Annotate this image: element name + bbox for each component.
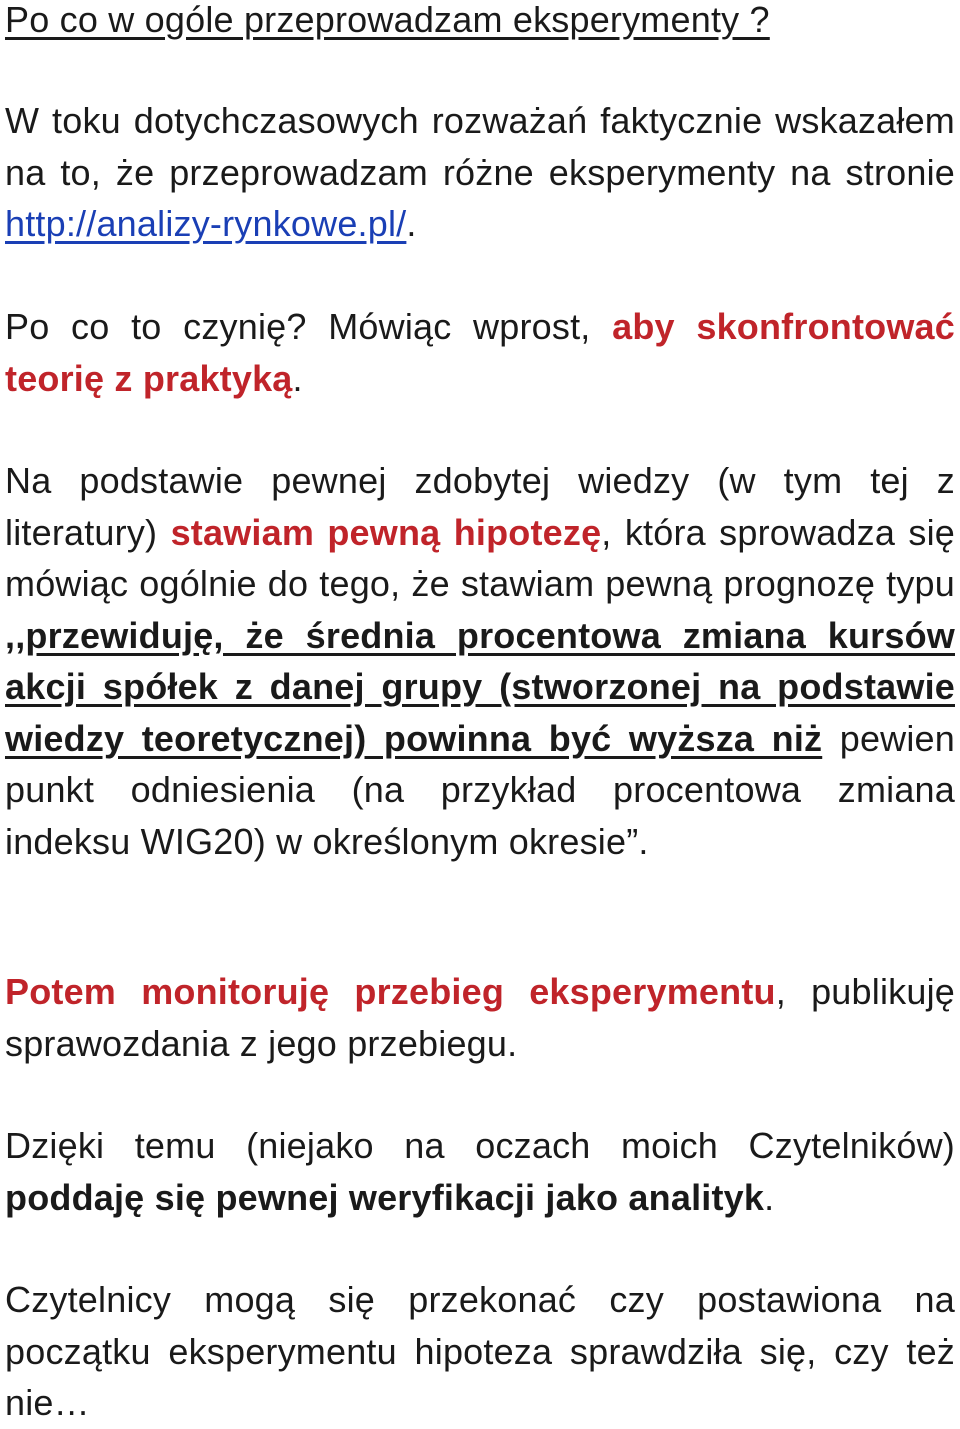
paragraph-text: , która sprowadza się mówiąc ogólnie do tego, że stawiam pewną prognozę typu — [5, 511, 956, 604]
paragraph-hypothesis — [5, 455, 955, 867]
emphasis-text: ,,przewiduję, że średnia procentowa zmiana kursów akcji spółek z danej grupy (stworzonej na podstawie wiedzy teoretycznej) powinna być wyższa niż — [5, 614, 955, 759]
paragraph-readers — [5, 1274, 955, 1429]
paragraph-text: Na podstawie pewnej zdobytej wiedzy (w tym tej z literatury) — [5, 460, 955, 553]
paragraph-text: , publikuję sprawozdania z jego przebiegu. — [5, 971, 955, 1064]
paragraph-text: . — [406, 203, 417, 244]
paragraph-purpose — [5, 301, 955, 404]
paragraph-text: . — [764, 1176, 775, 1218]
page-title: Po co w ogóle przeprowadzam eksperymenty ? — [5, 0, 770, 40]
highlight-text: stawiam pewną hipotezę — [170, 511, 602, 553]
paragraph-verification — [5, 1120, 955, 1223]
emphasis-text: poddaję się pewnej weryfikacji jako analityk — [5, 1176, 765, 1218]
paragraph-text: Po co to czynię? Mówiąc wprost, — [5, 306, 613, 347]
paragraph-text: Czytelnicy mogą się przekonać czy postawiona na początku eksperymentu hipoteza sprawdziła się, czy też nie… — [5, 1279, 955, 1423]
paragraph-intro — [5, 95, 955, 250]
paragraph-text: pewien punkt odniesienia (na przykład procentowa zmiana indeksu WIG20) w określonym okresie”. — [5, 717, 956, 862]
analizy-rynkowe-link[interactable]: http://analizy-rynkowe.pl/ — [5, 203, 407, 244]
highlight-text: Potem monitoruję przebieg eksperymentu — [5, 971, 776, 1012]
highlight-text: aby skonfrontować teorię z praktyką — [5, 306, 955, 399]
paragraph-text: . — [292, 357, 303, 399]
paragraph-text: W toku dotychczasowych rozważań faktycznie wskazałem na to, że przeprowadzam różne eksperymenty na stronie — [5, 100, 955, 193]
paragraph-monitoring — [5, 966, 955, 1069]
paragraph-text: Dzięki temu (niejako na oczach moich Czytelników) — [5, 1125, 955, 1166]
